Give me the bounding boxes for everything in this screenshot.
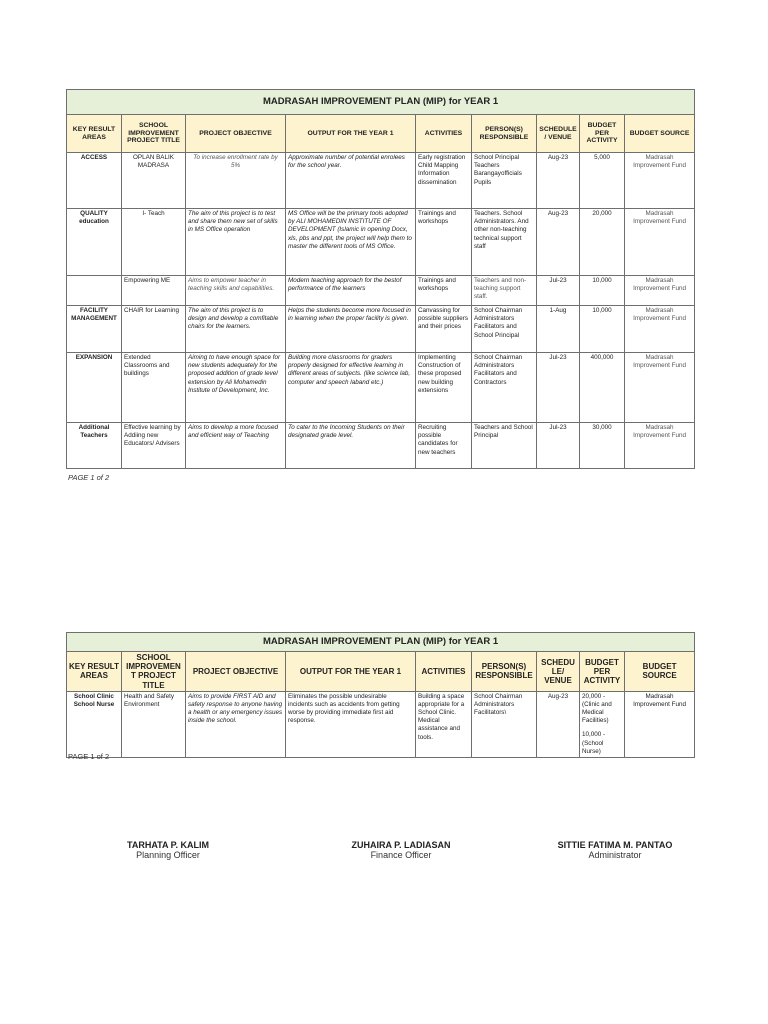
activities-cell: Building a space appropriate for a School Clinic. Medical assistance and tools. <box>416 691 472 757</box>
activities-cell: Recruiting possible candidates for new teachers <box>416 423 472 469</box>
header-budget-source: BUDGET SOURCE <box>625 115 695 153</box>
header-schedule: SCHEDULE/ VENUE <box>537 652 580 692</box>
objective-cell: The aim of this project is to test and share them new set of skills in MS Office operation <box>186 209 286 276</box>
table-row <box>67 306 695 353</box>
budget-cell <box>580 691 625 757</box>
mip-table-2 <box>66 632 695 758</box>
title-cell: CHAIR for Learning <box>122 306 186 353</box>
schedule-cell: Jul-23 <box>537 353 580 423</box>
signatory-name: TARHATA P. KALIM <box>127 840 209 850</box>
output-cell: To cater to the Incoming Students on their designated grade level. <box>286 423 416 469</box>
table-row <box>67 209 695 276</box>
signatory-role: Finance Officer <box>370 850 432 860</box>
mip-table-1 <box>66 89 695 469</box>
table-row <box>67 276 695 306</box>
header-responsible: PERSON(S) RESPONSIBLE <box>472 652 537 692</box>
header-activities: ACTIVITIES <box>416 652 472 692</box>
signatory-name: SITTIE FATIMA M. PANTAO <box>557 840 673 850</box>
schedule-cell: Aug-23 <box>537 153 580 209</box>
header-objective: PROJECT OBJECTIVE <box>186 115 286 153</box>
title-cell: Empowering ME <box>122 276 186 306</box>
budget-clinic: 20,000 - (Clinic and Medical Facilities) <box>582 692 612 725</box>
output-cell: Eliminates the possible undesirable incidents such as accidents from getting worse by providing immediate first aid response. <box>286 691 416 757</box>
plan-title: MADRASAH IMPROVEMENT PLAN (MIP) for YEAR 1 <box>67 90 695 115</box>
output-cell: Helps the students become more focused in in learning when the proper facility is given. <box>286 306 416 353</box>
output-cell: MS Office will be the primary tools adopted by ALI MOHAMEDIN INSTITUTE OF DEVELOPMENT (Islamic in opening Docx, xls, pbs and ppt, the project will help them to master the different tools of MS Office. <box>286 209 416 276</box>
source-cell: Madrasah Improvement Fund <box>625 276 695 306</box>
responsible-cell: Teachers. School Administrators. And other non-teaching technical support staff <box>472 209 537 276</box>
budget-cell: 5,000 <box>580 153 625 209</box>
source-cell: Madrasah Improvement Fund <box>625 353 695 423</box>
signatory-administrator <box>535 840 695 860</box>
kra-cell <box>67 276 122 306</box>
kra-cell: QUALITY education <box>67 209 122 276</box>
kra-cell: Additional Teachers <box>67 423 122 469</box>
budget-cell: 20,000 <box>580 209 625 276</box>
budget-cell: 30,000 <box>580 423 625 469</box>
source-cell: Madrasah Improvement Fund <box>625 306 695 353</box>
title-cell: Extended Classrooms and buildings <box>122 353 186 423</box>
header-kra: KEY RESULT AREAS <box>67 115 122 153</box>
source-cell: Madrasah Improvement Fund <box>625 153 695 209</box>
signatory-finance <box>321 840 481 860</box>
page-label: PAGE 1 of 2 <box>68 473 110 482</box>
output-cell: Building more classrooms for graders properly designed for effective learning in different areas of subjects. (like science lab, computer and speech laband etc.) <box>286 353 416 423</box>
responsible-cell: School Chairman Administrators Facilitators and Contractors <box>472 353 537 423</box>
activities-cell: Canvassing for possible suppliers and their prices <box>416 306 472 353</box>
title-cell: Health and Safety Environment <box>122 691 186 757</box>
activities-cell: Trainings and workshops <box>416 209 472 276</box>
kra-cell: School Clinic School Nurse <box>67 691 122 757</box>
kra-cell: FACILITY MANAGEMENT <box>67 306 122 353</box>
header-schedule: SCHEDULE/ VENUE <box>537 115 580 153</box>
header-project-title: SCHOOL IMPROVEMENT PROJECT TITLE <box>122 115 186 153</box>
table-row <box>67 423 695 469</box>
objective-cell: Aiming to have enough space for new students adequately for the proposed addition of grade level extension by Ali Mohamedin Institute of Development, Inc. <box>186 353 286 423</box>
page-label: PAGE 1 of 2 <box>68 752 110 761</box>
title-cell: Effective learning by Addiing new Educators/ Advisers <box>122 423 186 469</box>
header-objective: PROJECT OBJECTIVE <box>186 652 286 692</box>
header-budget: BUDGET PER ACTIVITY <box>580 652 625 692</box>
responsible-cell: Teachers and School Principal <box>472 423 537 469</box>
header-budget: BUDGET PER ACTIVITY <box>580 115 625 153</box>
budget-nurse: 10,000 - (School Nurse) <box>582 731 606 755</box>
source-cell: Madrasah Improvement Fund <box>625 423 695 469</box>
schedule-cell: Aug-23 <box>537 691 580 757</box>
schedule-cell: Jul-23 <box>537 423 580 469</box>
header-budget-source: BUDGET SOURCE <box>625 652 695 692</box>
signatory-name: ZUHAIRA P. LADIASAN <box>351 840 451 850</box>
header-activities: ACTIVITIES <box>416 115 472 153</box>
header-project-title: SCHOOL IMPROVEMENT PROJECT TITLE <box>122 652 186 692</box>
kra-cell: EXPANSION <box>67 353 122 423</box>
table-row <box>67 153 695 209</box>
signatory-role: Planning Officer <box>136 850 200 860</box>
output-cell: Modern teaching approach for the bestof performance of the learners <box>286 276 416 306</box>
budget-cell: 400,000 <box>580 353 625 423</box>
budget-cell: 10,000 <box>580 276 625 306</box>
objective-cell: Aims to empower teacher in teaching skills and capabilities. <box>186 276 286 306</box>
table-row <box>67 691 695 757</box>
table-row <box>67 353 695 423</box>
responsible-cell: School Chairman Administrators Facilitators and School Principal <box>472 306 537 353</box>
header-output: OUTPUT FOR THE YEAR 1 <box>286 652 416 692</box>
objective-cell: Aims to provide FIRST AID and safety response to anyone having a health or any emergency issues inside the school. <box>186 691 286 757</box>
budget-cell: 10,000 <box>580 306 625 353</box>
responsible-cell: School Principal Teachers Barangayofficials Pupils <box>472 153 537 209</box>
plan-title: MADRASAH IMPROVEMENT PLAN (MIP) for YEAR 1 <box>67 633 695 652</box>
activities-cell: Early registration Child Mapping Information dissemination <box>416 153 472 209</box>
schedule-cell: Jul-23 <box>537 276 580 306</box>
responsible-cell: School Chairman Administrators Facilitators\ <box>472 691 537 757</box>
objective-cell: To increase enrollment rate by 5% <box>186 153 286 209</box>
activities-cell: Trainings and workshops <box>416 276 472 306</box>
title-cell: I- Teach <box>122 209 186 276</box>
header-output: OUTPUT FOR THE YEAR 1 <box>286 115 416 153</box>
signatory-planning <box>88 840 248 860</box>
output-cell: Approximate number of potential enrolees for the school year. <box>286 153 416 209</box>
header-responsible: PERSON(S) RESPONSIBLE <box>472 115 537 153</box>
kra-cell: ACCESS <box>67 153 122 209</box>
source-cell: Madrasah Improvement Fund <box>625 691 695 757</box>
signatory-role: Administrator <box>588 850 642 860</box>
objective-cell: The aim of this project is to design and develop a comfitable chairs for the learners. <box>186 306 286 353</box>
responsible-cell: Teachers and non-teaching support staff. <box>472 276 537 306</box>
source-cell: Madrasah Improvement Fund <box>625 209 695 276</box>
objective-cell: Aims to develop a more focused and efficient way of Teaching <box>186 423 286 469</box>
schedule-cell: Aug-23 <box>537 209 580 276</box>
schedule-cell: 1-Aug <box>537 306 580 353</box>
title-cell: OPLAN BALIK MADRASA <box>122 153 186 209</box>
activities-cell: Implementing Construction of these proposed new building extensions <box>416 353 472 423</box>
header-kra: KEY RESULT AREAS <box>67 652 122 692</box>
